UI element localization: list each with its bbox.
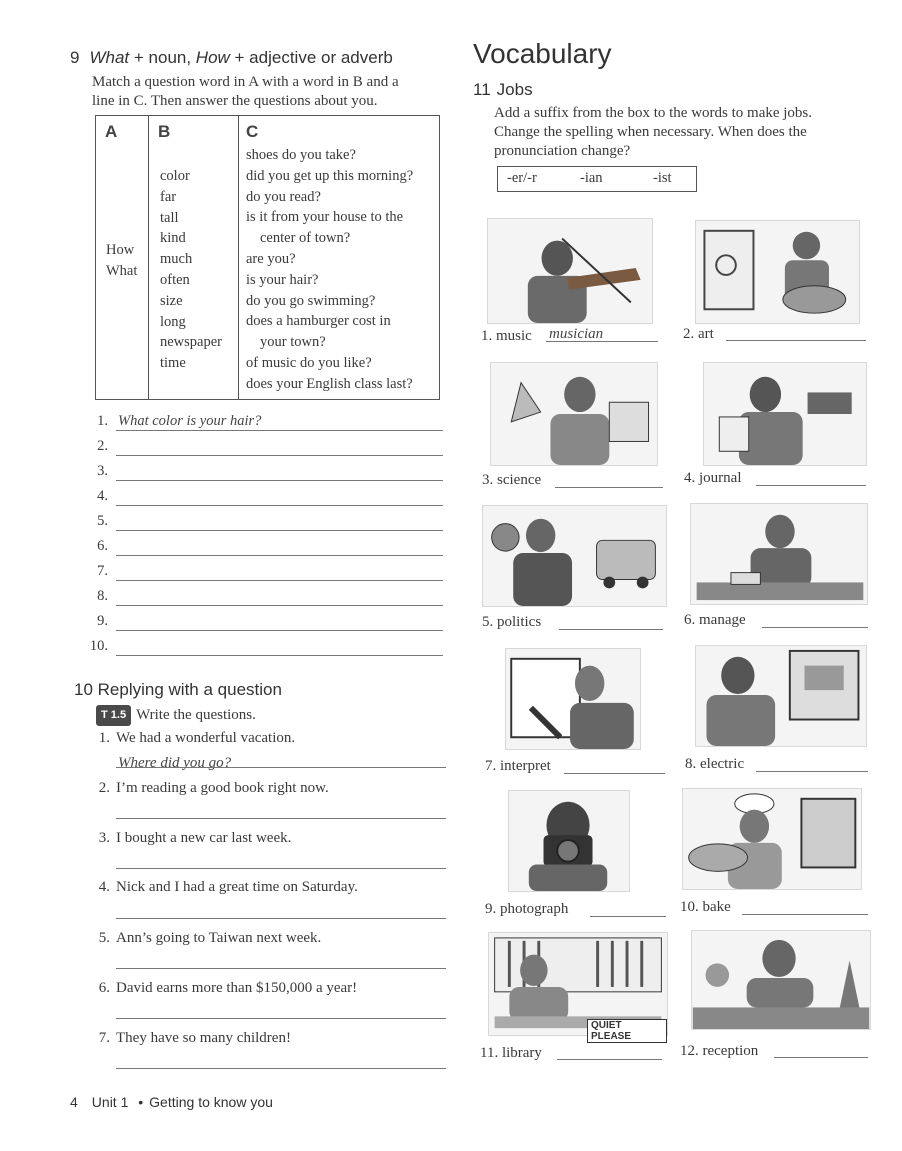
job-label: 4. journal: [684, 470, 742, 486]
photographer-icon: [508, 790, 630, 892]
answer-line: [116, 480, 443, 481]
column-c-item: do you go swimming?: [246, 292, 376, 309]
ex9-instruction: [92, 73, 399, 111]
job-label: 1. music: [481, 328, 532, 344]
footer-unit: Unit 1: [91, 1094, 129, 1110]
job-label: 5. politics: [482, 614, 542, 630]
job-label: 2. art: [683, 326, 714, 342]
footer-separator: •: [138, 1094, 144, 1110]
ex11-title: [473, 80, 533, 100]
ex10-instruction: [96, 705, 256, 726]
ex9-title-part2: + adjective or adverb: [229, 48, 393, 67]
answer-line[interactable]: [116, 968, 446, 969]
quiet-please-sign: QUIET PLEASE: [587, 1019, 667, 1043]
column-b-item: time: [160, 355, 186, 372]
prompt-text: I bought a new car last week.: [116, 830, 292, 846]
suffix-ist: -ist: [653, 170, 672, 186]
prompt-text: They have so many children!: [116, 1030, 291, 1046]
prompt-row: [88, 830, 446, 847]
answer-number: 2.: [97, 438, 108, 454]
prompt-row: [88, 879, 446, 896]
job-label: 3. science: [482, 472, 542, 488]
column-b-item: size: [160, 292, 183, 309]
column-b-item: often: [160, 271, 190, 288]
answer-line: [116, 580, 443, 581]
ex10-title: [74, 680, 282, 700]
column-b-list: [160, 166, 222, 374]
job-answer[interactable]: musician: [549, 326, 604, 342]
job-answer-line[interactable]: [762, 627, 868, 628]
job-label: 11. library: [480, 1045, 542, 1061]
job-label: 7. interpret: [485, 758, 551, 774]
column-b-header: B: [158, 122, 171, 141]
job-label: 10. bake: [680, 899, 731, 915]
suffix-ian: -ian: [580, 170, 603, 186]
job-answer-line[interactable]: [726, 340, 866, 341]
column-b-item: much: [160, 251, 193, 268]
prompt-row: [88, 1030, 446, 1047]
job-answer-line[interactable]: [742, 914, 868, 915]
job-answer-line[interactable]: [546, 341, 658, 342]
answer-number: 5.: [97, 513, 108, 529]
ex10-number: 10: [74, 680, 93, 699]
answer-row[interactable]: [88, 588, 443, 608]
answer-line[interactable]: [116, 918, 446, 919]
job-label: 9. photograph: [485, 901, 569, 917]
answer-row[interactable]: [88, 438, 443, 458]
column-b-item: tall: [160, 209, 179, 226]
vocabulary-heading: Vocabulary: [473, 38, 612, 69]
electrician-icon: [695, 645, 867, 747]
column-c-item: is it from your house to the: [246, 209, 404, 226]
answer-line: [116, 505, 443, 506]
job-answer-line[interactable]: [590, 916, 666, 917]
politician-icon: [482, 505, 667, 607]
column-a-header: A: [105, 122, 118, 141]
answer-row[interactable]: [88, 488, 443, 508]
prompt-number: 7.: [98, 1030, 110, 1046]
answer-number: 4.: [97, 488, 108, 504]
answer-line: [116, 605, 443, 606]
interpreter-icon: [505, 648, 641, 750]
ex9-title-how: How: [195, 48, 230, 67]
answer-line: [116, 630, 443, 631]
suffix-box: [497, 166, 697, 192]
column-b-item: newspaper: [160, 334, 223, 351]
answer-row[interactable]: [88, 538, 443, 558]
answer-number: 6.: [97, 538, 108, 554]
column-b-item: far: [160, 188, 177, 205]
job-answer-line[interactable]: [564, 773, 665, 774]
column-c-item: of music do you like?: [246, 354, 372, 371]
answer-number: 3.: [97, 463, 108, 479]
answer-line[interactable]: [116, 767, 446, 768]
librarian-icon: [488, 932, 668, 1042]
job-answer-line[interactable]: [557, 1059, 662, 1060]
prompt-number: 5.: [98, 930, 110, 946]
prompt-number: 1.: [98, 730, 110, 746]
answer-line: [116, 655, 443, 656]
receptionist-icon: [691, 930, 871, 1030]
column-c-item: center of town?: [260, 230, 351, 247]
table-divider: [238, 116, 239, 399]
prompt-text: Ann’s going to Taiwan next week.: [116, 930, 322, 946]
job-answer-line[interactable]: [774, 1057, 868, 1058]
answer-line: [116, 455, 443, 456]
ex9-instruction-line2: line in C. Then answer the questions about you.: [92, 93, 378, 109]
job-label: 6. manage: [684, 612, 746, 628]
ex11-number: 11: [473, 80, 491, 99]
baker-icon: [682, 788, 862, 890]
column-c-item: your town?: [260, 334, 326, 351]
answer-row[interactable]: [88, 613, 443, 633]
prompt-row: [88, 730, 446, 747]
column-c-item: is your hair?: [246, 271, 319, 288]
prompt-text: We had a wonderful vacation.: [116, 730, 296, 746]
page-footer: [70, 1094, 273, 1110]
column-b-item: kind: [160, 230, 186, 247]
prompt-text: I’m reading a good book right now.: [116, 780, 329, 796]
ex11-instruction-line1: Add a suffix from the box to the words to make jobs.: [494, 105, 813, 121]
column-a-item: How: [106, 242, 135, 258]
answer-row[interactable]: [88, 463, 443, 483]
job-answer-line[interactable]: [555, 487, 663, 488]
column-b-item: color: [160, 168, 190, 184]
answer-number: 9.: [97, 613, 108, 629]
painter-icon: [695, 220, 860, 324]
ex9-title-what: What: [89, 48, 130, 67]
ex9-title: [70, 48, 393, 68]
ex11-instruction-line2: Change the spelling when necessary. When does the: [494, 124, 807, 140]
prompt-row: [88, 980, 446, 997]
answer-line[interactable]: [116, 1068, 446, 1069]
answer-line: [116, 430, 443, 431]
column-c-item: does your English class last?: [246, 375, 413, 392]
column-c-item: do you read?: [246, 188, 321, 205]
journalist-icon: [703, 362, 867, 466]
job-label: 8. electric: [685, 756, 745, 772]
ex10-heading: Replying with a question: [97, 680, 282, 699]
prompt-number: 6.: [98, 980, 110, 996]
matching-table: [95, 115, 440, 400]
job-answer-line[interactable]: [559, 629, 663, 630]
answer-number: 8.: [97, 588, 108, 604]
column-c-item: are you?: [246, 250, 296, 267]
job-answer-line[interactable]: [756, 485, 866, 486]
violinist-icon: [487, 218, 653, 324]
suffix-er: -er/-r: [507, 170, 537, 186]
prompt-row: [88, 930, 446, 947]
column-a-list: [106, 240, 137, 282]
answer-row[interactable]: [88, 638, 443, 658]
page-number: 4: [70, 1094, 78, 1110]
ex10-instruction-text: Write the questions.: [136, 707, 256, 723]
answer-line[interactable]: [116, 1018, 446, 1019]
ex9-title-part1: + noun,: [129, 48, 196, 67]
ex9-number: 9: [70, 48, 80, 67]
answer-row[interactable]: [88, 563, 443, 583]
prompt-row: [88, 780, 446, 797]
column-c-item: shoes do you take?: [246, 147, 356, 163]
answer-line: [116, 530, 443, 531]
ex9-instruction-line1: Match a question word in A with a word in B and a: [92, 74, 399, 90]
table-divider: [148, 116, 149, 399]
ex11-heading: Jobs: [496, 80, 533, 99]
answer-row[interactable]: [88, 513, 443, 533]
answer-number: 1.: [97, 413, 108, 429]
job-label: 12. reception: [680, 1043, 759, 1059]
ex11-instruction: [494, 104, 812, 161]
audio-track-badge[interactable]: T 1.5: [96, 705, 131, 726]
column-c-item: did you get up this morning?: [246, 167, 414, 184]
prompt-text: Nick and I had a great time on Saturday.: [116, 879, 358, 895]
column-c-list: [246, 145, 413, 395]
prompt-number: 4.: [98, 879, 110, 895]
job-answer-line[interactable]: [756, 771, 868, 772]
manager-icon: [690, 503, 868, 605]
column-a-item: What: [106, 262, 138, 279]
answer-row[interactable]: [88, 413, 443, 433]
answer-line: [116, 555, 443, 556]
column-c-item: does a hamburger cost in: [246, 313, 391, 330]
scientist-icon: [490, 362, 658, 466]
answer-text[interactable]: What color is your hair?: [118, 413, 262, 429]
prompt-number: 3.: [98, 830, 110, 846]
footer-topic: Getting to know you: [149, 1094, 273, 1110]
ex11-instruction-line3: pronunciation change?: [494, 143, 631, 159]
answer-line[interactable]: [116, 818, 446, 819]
prompt-text: David earns more than $150,000 a year!: [116, 980, 358, 996]
answer-number: 10.: [89, 638, 108, 654]
answer-number: 7.: [97, 563, 108, 579]
prompt-number: 2.: [98, 780, 110, 796]
question-answer[interactable]: Where did you go?: [118, 755, 232, 771]
answer-line[interactable]: [116, 868, 446, 869]
column-b-item: long: [160, 313, 186, 330]
column-c-header: C: [246, 122, 259, 141]
